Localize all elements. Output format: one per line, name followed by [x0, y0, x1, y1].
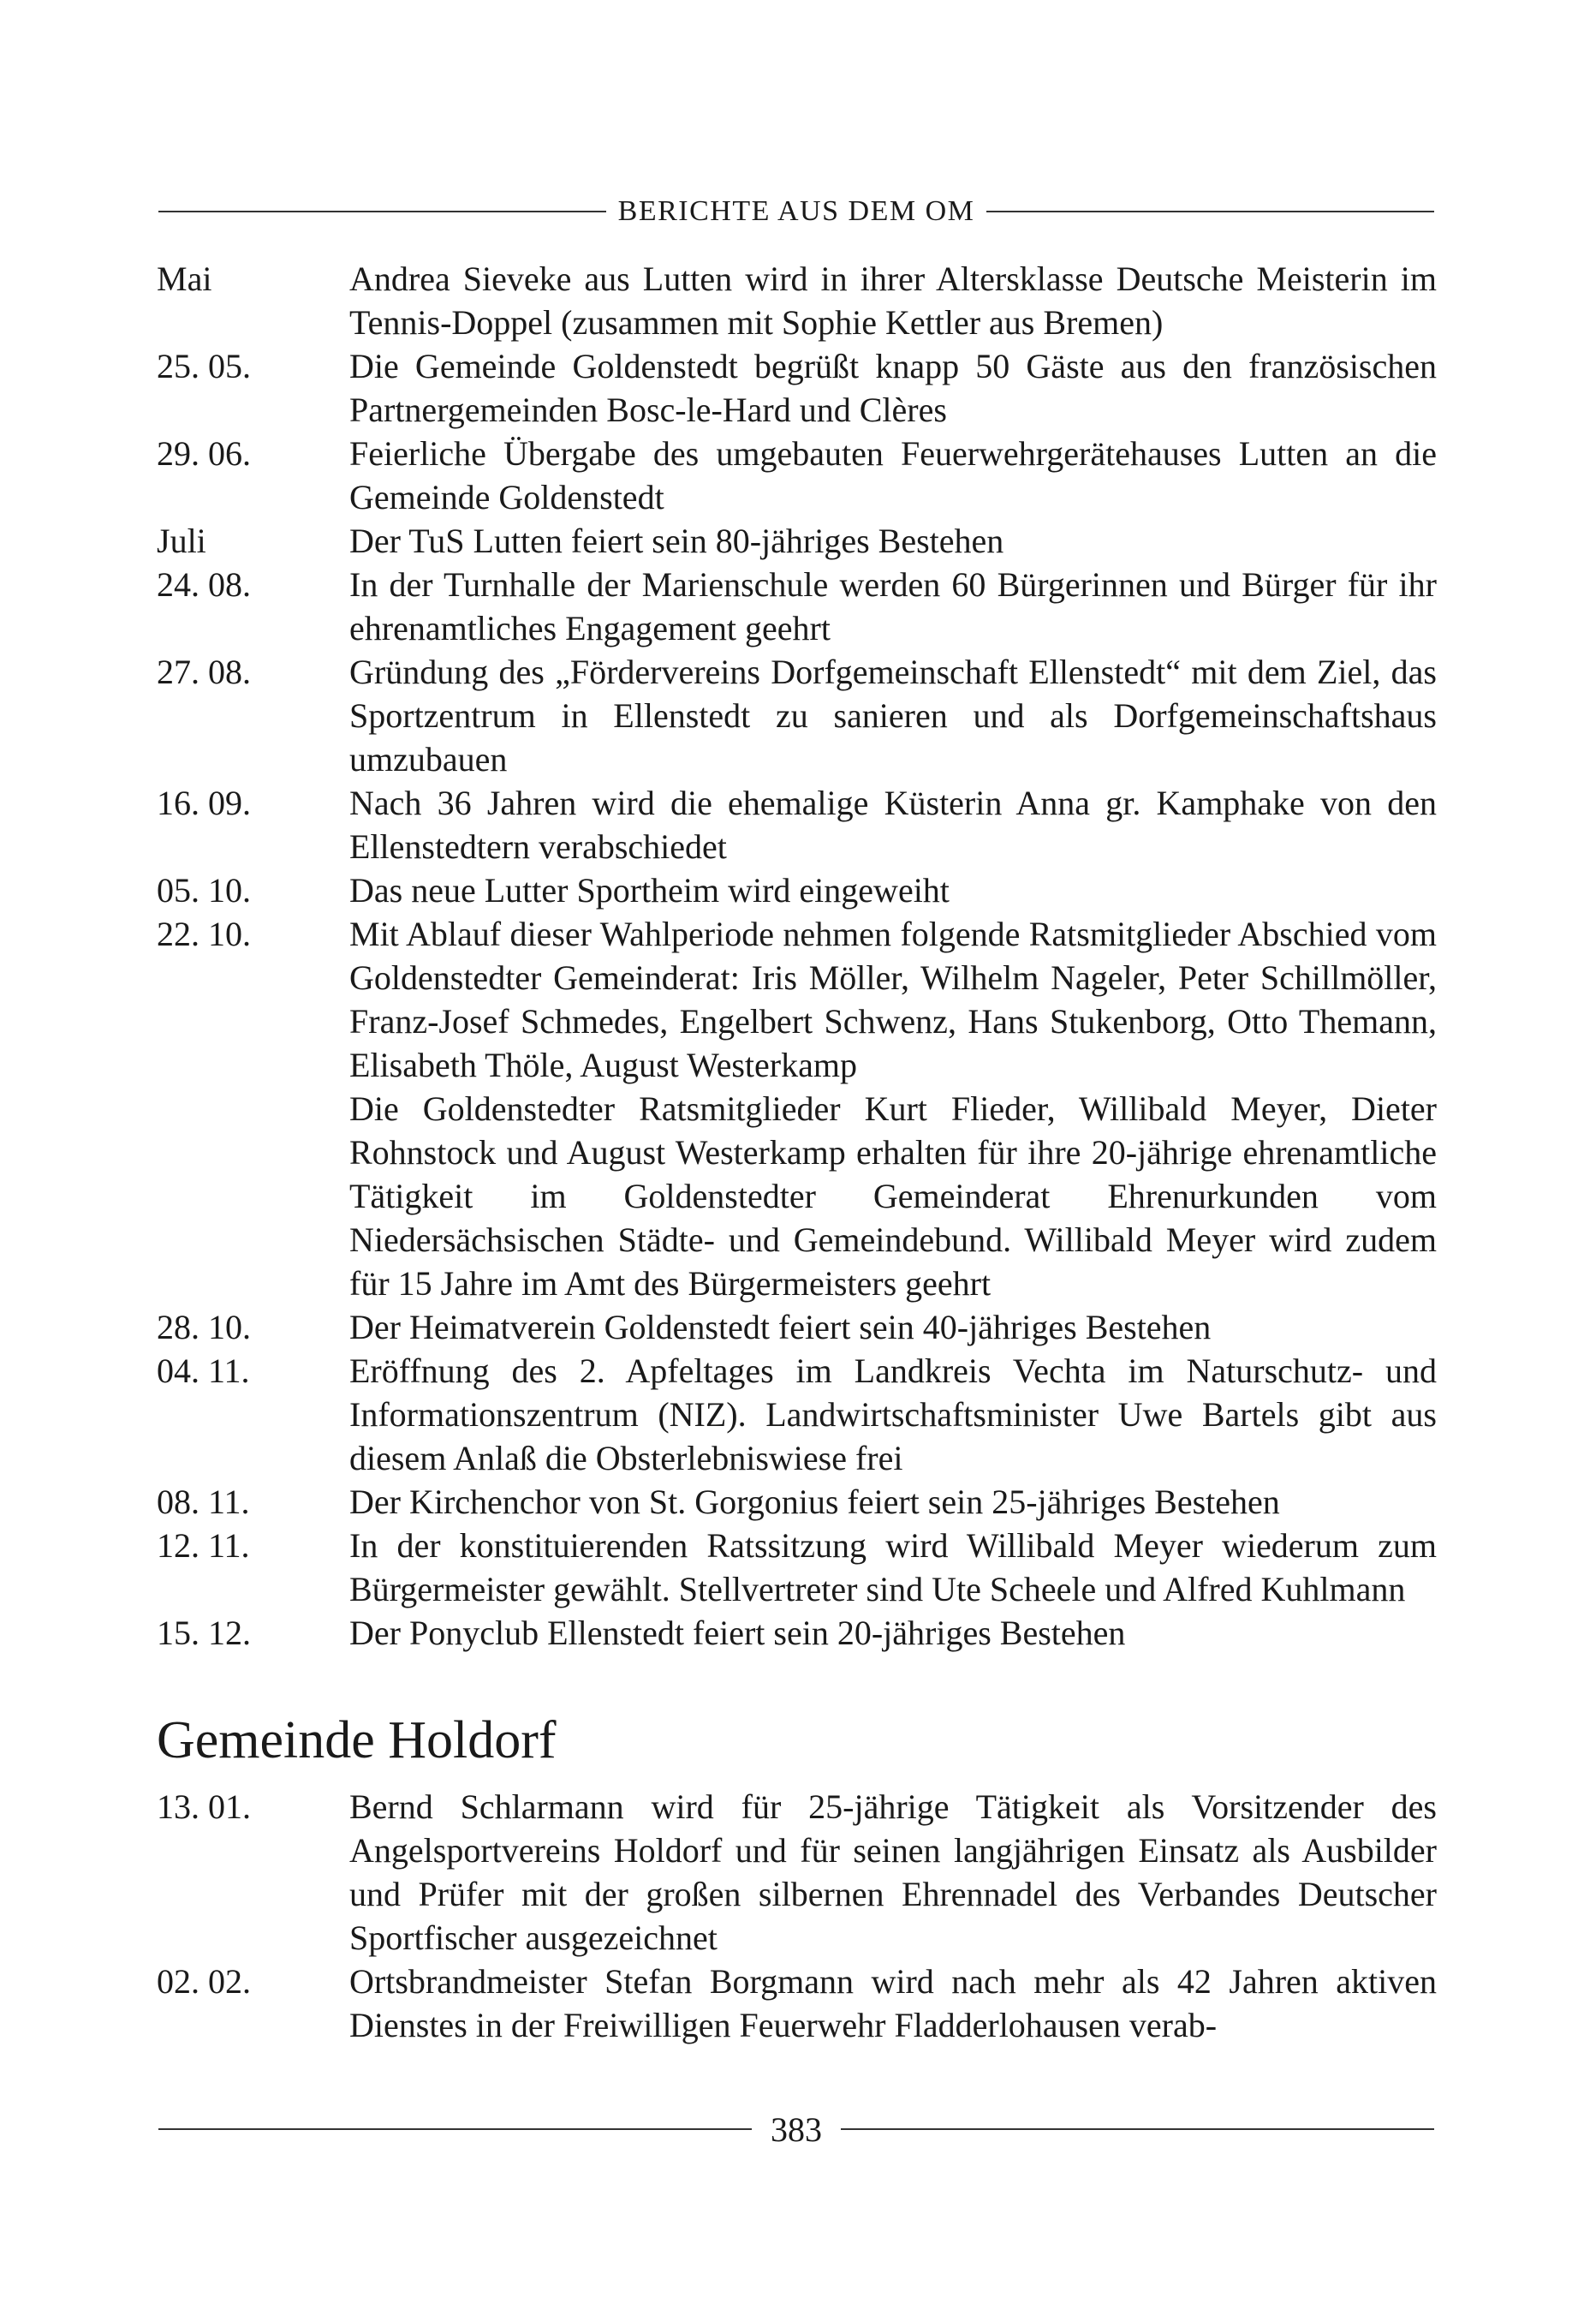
entry-text [349, 1349, 1437, 1480]
page-content [157, 257, 1437, 2047]
running-header-title: BERICHTE AUS DEM OM [617, 195, 975, 227]
chronicle-entry [157, 1611, 1437, 1655]
entry-text [349, 781, 1437, 868]
entry-paragraph: Die Gemeinde Goldenstedt begrüßt knapp 50 Gäste aus den französischen Partnergemeinden Bosc-le-Hard und Clères [349, 347, 1437, 429]
entry-text [349, 1785, 1437, 1960]
entry-date: 27. 08. [157, 653, 251, 691]
chronicle-entry [157, 912, 1437, 1305]
entry-text [349, 432, 1437, 519]
chronicle-entry [157, 1480, 1437, 1524]
entry-paragraph: Der TuS Lutten feiert sein 80-jähriges Bestehen [349, 522, 1004, 560]
header-rule-right [986, 211, 1434, 212]
footer-rule-left [158, 2128, 752, 2130]
entry-date: 05. 10. [157, 871, 251, 910]
entry-paragraph: Der Ponyclub Ellenstedt feiert sein 20-jähriges Bestehen [349, 1614, 1126, 1652]
entry-date: Juli [157, 522, 206, 560]
entry-date: 15. 12. [157, 1614, 251, 1652]
entry-paragraph: Gründung des „Fördervereins Dorfgemeinschaft Ellenstedt“ mit dem Ziel, das Sportzentrum in Ellenstedt zu sanieren und als Dorfgemeinschaftshaus umzubauen [349, 653, 1437, 779]
entry-paragraph: Mit Ablauf dieser Wahlperiode nehmen folgende Ratsmitglieder Abschied vom Goldenstedter Gemeinderat: Iris Möller, Wilhelm Nageler, Peter Schillmöller, Franz-Josef Schmedes, Engelbert Schwenz, Hans Stukenborg, Otto Themann, Elisabeth Thöle, August Westerkamp [349, 915, 1437, 1084]
page-footer [158, 2105, 1434, 2153]
chronicle-entry [157, 519, 1437, 563]
entry-date: 28. 10. [157, 1308, 251, 1346]
entry-paragraph: Ortsbrandmeister Stefan Borgmann wird nach mehr als 42 Jahren aktiven Dienstes in der Freiwilligen Feuerwehr Fladderlohausen verab- [349, 1962, 1437, 2044]
entry-text [349, 912, 1437, 1305]
entry-text [349, 650, 1437, 781]
chronicle-entry [157, 650, 1437, 781]
entry-text [349, 1960, 1437, 2047]
chronicle-entry [157, 868, 1437, 912]
chronicle-entry [157, 1524, 1437, 1611]
chronicle-entry [157, 1349, 1437, 1480]
entry-text [349, 1524, 1437, 1611]
entry-text [349, 519, 1437, 563]
entry-date: 08. 11. [157, 1483, 250, 1521]
entry-date: 29. 06. [157, 434, 251, 473]
entry-paragraph: Der Heimatverein Goldenstedt feiert sein 40-jähriges Bestehen [349, 1308, 1212, 1346]
entry-date: 02. 02. [157, 1962, 251, 2001]
chronicle-entry [157, 1960, 1437, 2047]
entry-text [349, 257, 1437, 344]
entry-paragraph: Der Kirchenchor von St. Gorgonius feiert sein 25-jähriges Bestehen [349, 1483, 1280, 1521]
entry-date: 16. 09. [157, 784, 251, 822]
footer-rule-right [841, 2128, 1434, 2130]
running-header [158, 190, 1434, 233]
entry-paragraph: Andrea Sieveke aus Lutten wird in ihrer Altersklasse Deutsche Meisterin im Tennis-Doppel (zusammen mit Sophie Kettler aus Bremen) [349, 260, 1437, 342]
page-number: 383 [771, 2109, 822, 2149]
entry-date: 25. 05. [157, 347, 251, 385]
entry-date: 22. 10. [157, 915, 251, 953]
chronicle-list-holdorf [157, 1785, 1437, 2047]
entry-date: 04. 11. [157, 1351, 250, 1390]
chronicle-entry [157, 781, 1437, 868]
entry-date: 13. 01. [157, 1787, 251, 1826]
entry-text [349, 868, 1437, 912]
chronicle-entry [157, 344, 1437, 432]
chronicle-entry [157, 1305, 1437, 1349]
entry-paragraph: Die Goldenstedter Ratsmitglieder Kurt Flieder, Willibald Meyer, Dieter Rohnstock und August Westerkamp erhalten für ihre 20-jährige ehrenamtliche Tätigkeit im Goldenstedter Gemeinderat Ehrenurkunden vom Niedersächsischen Städte- und Gemeindebund. Willibald Meyer wird zudem für 15 Jahre im Amt des Bürgermeisters geehrt [349, 1089, 1437, 1303]
entry-paragraph: In der Turnhalle der Marienschule werden 60 Bürgerinnen und Bürger für ihr ehrenamtliches Engagement geehrt [349, 565, 1437, 647]
entry-date: 12. 11. [157, 1526, 250, 1565]
entry-paragraph: In der konstituierenden Ratssitzung wird Willibald Meyer wiederum zum Bürgermeister gewählt. Stellvertreter sind Ute Scheele und Alfred Kuhlmann [349, 1526, 1437, 1608]
chronicle-entry [157, 432, 1437, 519]
entry-paragraph: Bernd Schlarmann wird für 25-jährige Tätigkeit als Vorsitzender des Angelsportvereins Holdorf und für seinen langjährigen Einsatz als Ausbilder und Prüfer mit der großen silbernen Ehrennadel des Verbandes Deutscher Sportfischer ausgezeichnet [349, 1787, 1437, 1957]
entry-date: 24. 08. [157, 565, 251, 604]
entry-text [349, 1305, 1437, 1349]
entry-text [349, 1480, 1437, 1524]
section-title: Gemeinde Holdorf [157, 1711, 557, 1769]
header-rule-left [158, 211, 606, 212]
entry-paragraph: Eröffnung des 2. Apfeltages im Landkreis Vechta im Naturschutz- und Informationszentrum (NIZ). Landwirtschaftsminister Uwe Bartels gibt aus diesem Anlaß die Obsterlebniswiese frei [349, 1351, 1437, 1477]
chronicle-list [157, 257, 1437, 1655]
entry-text [349, 344, 1437, 432]
entry-date: Mai [157, 260, 212, 298]
chronicle-entry [157, 1785, 1437, 1960]
entry-text [349, 1611, 1437, 1655]
entry-text [349, 563, 1437, 650]
chronicle-entry [157, 257, 1437, 344]
chronicle-entry [157, 563, 1437, 650]
entry-paragraph: Das neue Lutter Sportheim wird eingeweiht [349, 871, 950, 910]
entry-paragraph: Nach 36 Jahren wird die ehemalige Küsterin Anna gr. Kamphake von den Ellenstedtern verabschiedet [349, 784, 1437, 866]
entry-paragraph: Feierliche Übergabe des umgebauten Feuerwehrgerätehauses Lutten an die Gemeinde Goldenstedt [349, 434, 1437, 516]
